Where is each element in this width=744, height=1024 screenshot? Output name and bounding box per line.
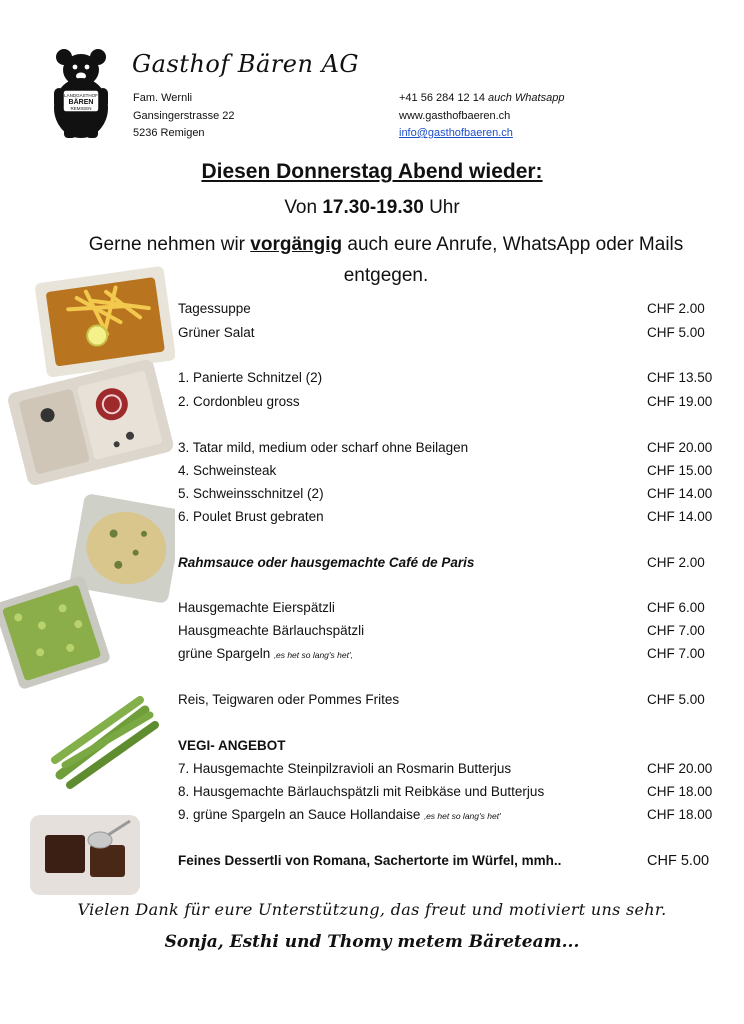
menu-item-price: CHF 14.00 bbox=[647, 486, 713, 501]
signature: Sonja, Esthi und Thomy metem Bäreteam... bbox=[164, 932, 580, 952]
menu-item-name: 6. Poulet Brust gebraten bbox=[178, 509, 324, 524]
menu-item-price: CHF 18.00 bbox=[647, 807, 713, 822]
email-link[interactable]: info@gasthofbaeren.ch bbox=[399, 127, 513, 139]
logo-line-3: REMIGEN bbox=[70, 106, 92, 111]
contact-block bbox=[399, 90, 564, 143]
photo-dessert bbox=[30, 815, 140, 895]
time-suffix: Uhr bbox=[429, 197, 460, 218]
menu-item-name: Tagessuppe bbox=[178, 301, 251, 316]
address-block bbox=[133, 90, 235, 143]
menu-item bbox=[178, 486, 723, 506]
phone-line bbox=[399, 90, 564, 108]
menu-item-price: CHF 5.00 bbox=[647, 692, 705, 707]
menu-item-name: 7. Hausgemachte Steinpilzravioli an Rosmarin Butterjus bbox=[178, 761, 512, 776]
menu-item-dessert bbox=[178, 853, 723, 873]
menu-item-note: ‚es het so lang's het' bbox=[424, 811, 501, 821]
logo-line-1: LANDGASTHOF bbox=[64, 93, 98, 98]
logo-line-2: BÄREN bbox=[68, 99, 94, 106]
menu-item-name: 9. grüne Spargeln an Sauce Hollandaise bbox=[178, 807, 421, 822]
time-prefix: Von bbox=[284, 197, 318, 218]
menu-item-price: CHF 20.00 bbox=[647, 440, 713, 455]
order-info-emphasis: vorgängig bbox=[250, 234, 343, 255]
page-title: Diesen Donnerstag Abend wieder: bbox=[201, 160, 543, 183]
food-photos bbox=[0, 265, 175, 925]
menu-item-price: CHF 7.00 bbox=[647, 646, 705, 661]
bear-logo bbox=[50, 48, 112, 140]
address-street: Gansingerstrasse 22 bbox=[133, 109, 235, 122]
menu-item bbox=[178, 784, 723, 804]
address-city: 5236 Remigen bbox=[133, 127, 205, 139]
menu-item bbox=[178, 301, 723, 321]
order-info-end: auch eure Anrufe, WhatsApp oder Mails entgegen. bbox=[343, 234, 684, 286]
menu-item-price: CHF 19.00 bbox=[647, 394, 713, 409]
vegi-heading bbox=[178, 738, 723, 758]
menu-item bbox=[178, 394, 723, 414]
menu-item bbox=[178, 761, 723, 781]
menu-item bbox=[178, 692, 723, 712]
website-link[interactable]: www.gasthofbaeren.ch bbox=[399, 109, 511, 122]
menu-item bbox=[178, 807, 723, 827]
menu-item bbox=[178, 325, 723, 345]
menu-item bbox=[178, 600, 723, 620]
menu-item-name: Hausgmeachte Bärlauchspätzli bbox=[178, 623, 365, 638]
menu-item-name: 2. Cordonbleu gross bbox=[178, 394, 300, 409]
menu-item-name-with-note bbox=[178, 646, 353, 661]
menu-item-note: ‚es het so lang's het', bbox=[274, 650, 353, 660]
menu-item-price: CHF 7.00 bbox=[647, 623, 705, 638]
menu-item-name: Reis, Teigwaren oder Pommes Frites bbox=[178, 692, 400, 707]
menu-item-price: CHF 13.50 bbox=[647, 370, 713, 385]
menu-item bbox=[178, 440, 723, 460]
menu-item-name: Rahmsauce oder hausgemachte Café de Paris bbox=[178, 555, 475, 570]
menu-item-name: Hausgemachte Eierspätzli bbox=[178, 600, 335, 615]
photo-spaetzli bbox=[0, 575, 111, 690]
menu-item-name-with-note bbox=[178, 807, 501, 822]
menu-item-name: 5. Schweinsschnitzel (2) bbox=[178, 486, 324, 501]
vegi-heading-label: VEGI- ANGEBOT bbox=[178, 738, 286, 753]
menu-item-price: CHF 2.00 bbox=[647, 555, 705, 570]
menu-item-price: CHF 5.00 bbox=[647, 325, 705, 340]
menu-item-name: 1. Panierte Schnitzel (2) bbox=[178, 370, 323, 385]
menu-item-price: CHF 18.00 bbox=[647, 784, 713, 799]
phone-note: auch Whatsapp bbox=[488, 92, 565, 104]
menu-item-name: Feines Dessertli von Romana, Sachertorte im Würfel, mmh.. bbox=[178, 853, 562, 868]
menu-item bbox=[178, 509, 723, 529]
address-family: Fam. Wernli bbox=[133, 92, 193, 104]
menu-item bbox=[178, 370, 723, 390]
photo-fries bbox=[34, 266, 175, 378]
menu-item bbox=[178, 463, 723, 483]
menu-item-price: CHF 5.00 bbox=[647, 853, 710, 869]
photo-asparagus bbox=[55, 700, 155, 785]
menu-item-name: 8. Hausgemachte Bärlauchspätzli mit Reibkäse und Butterjus bbox=[178, 784, 545, 799]
menu-item bbox=[178, 646, 723, 666]
photo-tatar bbox=[6, 358, 175, 486]
menu-item-name: Grüner Salat bbox=[178, 325, 255, 340]
menu-item-price: CHF 15.00 bbox=[647, 463, 713, 478]
menu-item-name: 4. Schweinsteak bbox=[178, 463, 277, 478]
brand-name: Gasthof Bären AG bbox=[132, 50, 360, 78]
menu-item-price: CHF 20.00 bbox=[647, 761, 713, 776]
menu-item-name: 3. Tatar mild, medium oder scharf ohne Beilagen bbox=[178, 440, 469, 455]
menu-item-price: CHF 14.00 bbox=[647, 509, 713, 524]
menu-item bbox=[178, 623, 723, 643]
thank-you-note: Vielen Dank für eure Unterstützung, das freut und motiviert uns sehr. bbox=[77, 900, 667, 919]
order-info-start: Gerne nehmen wir bbox=[88, 234, 246, 255]
phone-number[interactable]: +41 56 284 12 14 bbox=[399, 92, 485, 104]
menu-item-price: CHF 2.00 bbox=[647, 301, 705, 316]
opening-hours bbox=[0, 197, 744, 219]
menu-item-name: grüne Spargeln bbox=[178, 646, 271, 661]
menu-item-price: CHF 6.00 bbox=[647, 600, 705, 615]
time-range: 17.30-19.30 bbox=[322, 197, 424, 218]
menu-item-sauce bbox=[178, 555, 723, 575]
